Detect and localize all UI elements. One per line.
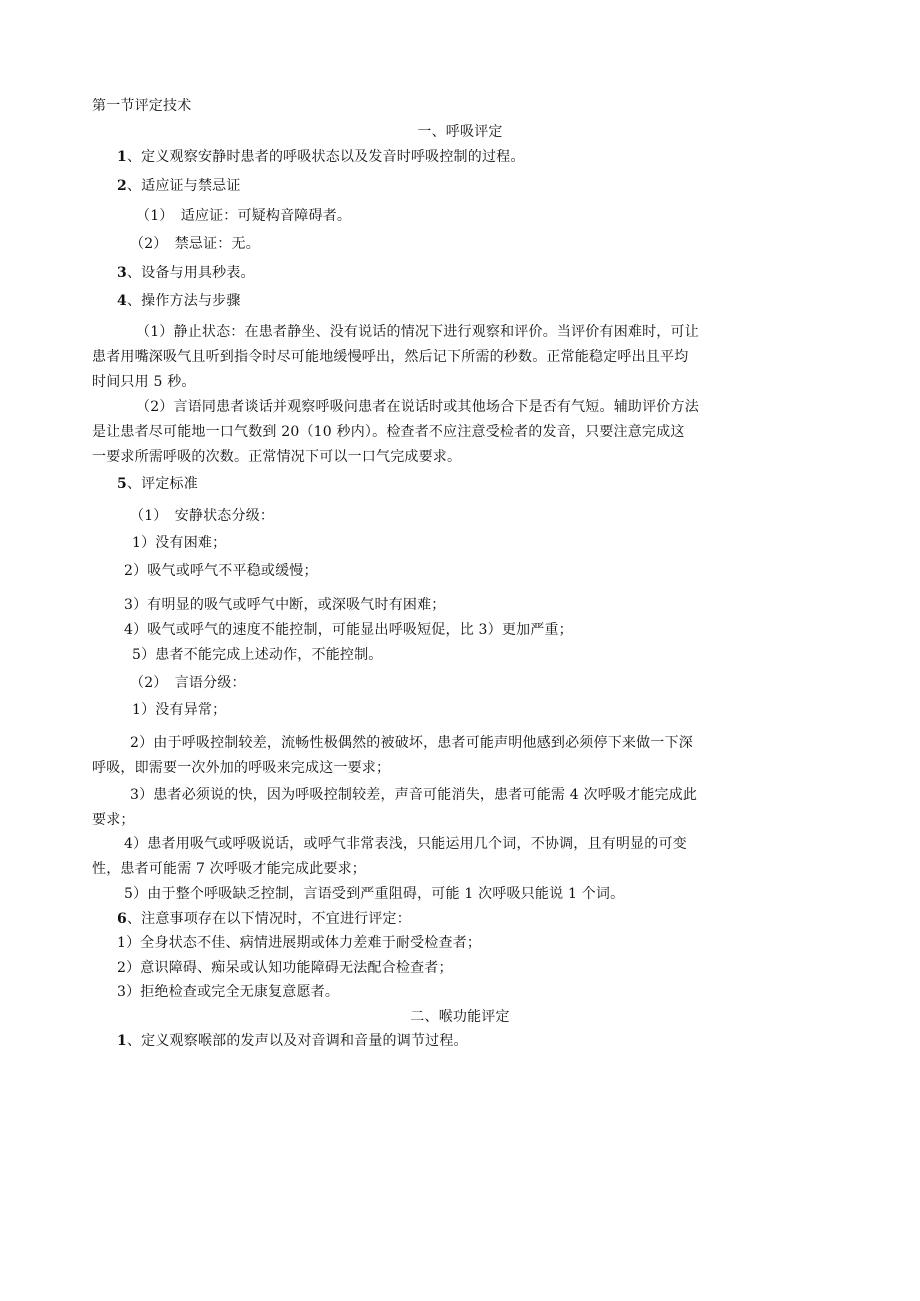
indication-line: （1） 适应证：可疑构音障碍者。 bbox=[136, 208, 352, 224]
item-number: 3 bbox=[117, 265, 127, 281]
paragraph-line: （2）言语同患者谈话并观察呼吸问患者在说话时或其他场合下是否有气短。辅助评价方法 bbox=[136, 399, 699, 415]
item-criteria bbox=[117, 474, 198, 494]
paragraph-line: 2）由于呼吸控制较差，流畅性极偶然的被破坏，患者可能声明他感到必须停下来做一下深 bbox=[130, 735, 693, 751]
item-text: 、设备与用具秒表。 bbox=[126, 265, 255, 281]
item-indications bbox=[117, 176, 241, 196]
grade-line: 1）没有异常； bbox=[132, 702, 227, 718]
precaution-line: 1）全身状态不佳、病情进展期或体力差难于耐受检查者； bbox=[117, 935, 482, 951]
subheading-rest-grading: （1） 安静状态分级： bbox=[130, 508, 275, 524]
precaution-line: 3）拒绝检查或完全无康复意愿者。 bbox=[117, 984, 340, 1000]
paragraph-line: 一要求所需呼吸的次数。正常情况下可以一口气完成要求。 bbox=[92, 449, 462, 465]
precaution-line: 2）意识障碍、痴呆或认知功能障碍无法配合检查者； bbox=[117, 960, 453, 976]
item-definition bbox=[117, 147, 525, 167]
heading-breath-assessment: 一、呼吸评定 bbox=[417, 124, 503, 140]
item-text: 、注意事项存在以下情况时，不宜进行评定： bbox=[126, 911, 411, 927]
subheading-speech-grading: （2） 言语分级： bbox=[130, 675, 246, 691]
paragraph-line: 患者用嘴深吸气且听到指令时尽可能地缓慢呼出，然后记下所需的秒数。正常能稳定呼出且平均 bbox=[92, 349, 689, 365]
paragraph-line: 3）患者必须说的快，因为呼吸控制较差，声音可能消失，患者可能需 4 次呼吸才能完成此 bbox=[130, 787, 698, 803]
section-title: 第一节评定技术 bbox=[92, 98, 192, 114]
item-equipment bbox=[117, 263, 255, 283]
item-text: 、适应证与禁忌证 bbox=[126, 178, 241, 194]
paragraph-line: 呼吸，即需要一次外加的呼吸来完成这一要求； bbox=[92, 760, 391, 776]
grade-line: 4）吸气或呼气的速度不能控制，可能显出呼吸短促，比 3）更加严重； bbox=[124, 622, 573, 638]
item-procedure bbox=[117, 291, 241, 311]
grade-line: 5）患者不能完成上述动作，不能控制。 bbox=[132, 647, 383, 663]
item-text: 、操作方法与步骤 bbox=[126, 293, 241, 309]
item-number: 1 bbox=[117, 1033, 127, 1049]
item-number: 2 bbox=[117, 178, 127, 194]
grade-line: 5）由于整个呼吸缺乏控制，言语受到严重阻碍，可能 1 次呼吸只能说 1 个词。 bbox=[124, 886, 625, 902]
paragraph-line: 4）患者用吸气或呼吸说话，或呼气非常表浅，只能运用几个词，不协调，且有明显的可变 bbox=[124, 836, 687, 852]
item-text: 、定义观察安静时患者的呼吸状态以及发音时呼吸控制的过程。 bbox=[126, 149, 525, 165]
item-larynx-definition bbox=[117, 1031, 468, 1051]
paragraph-line: （1）静止状态：在患者静坐、没有说话的情况下进行观察和评价。当评价有困难时，可让 bbox=[136, 324, 699, 340]
paragraph-line: 要求； bbox=[92, 812, 135, 828]
item-number: 1 bbox=[117, 149, 127, 165]
item-number: 4 bbox=[117, 293, 127, 309]
heading-larynx-assessment: 二、喉功能评定 bbox=[410, 1009, 510, 1025]
item-text: 、评定标准 bbox=[126, 476, 198, 492]
item-number: 5 bbox=[117, 476, 127, 492]
paragraph-line: 时间只用 5 秒。 bbox=[92, 374, 196, 390]
item-precautions bbox=[117, 909, 411, 929]
item-number: 6 bbox=[117, 911, 127, 927]
contraindication-line: （2） 禁忌证：无。 bbox=[130, 236, 260, 252]
grade-line: 2）吸气或呼气不平稳或缓慢； bbox=[124, 563, 318, 579]
grade-line: 3）有明显的吸气或呼气中断，或深吸气时有困难； bbox=[124, 597, 446, 613]
grade-line: 1）没有困难； bbox=[132, 535, 227, 551]
paragraph-line: 性，患者可能需 7 次呼吸才能完成此要求； bbox=[92, 861, 367, 877]
item-text: 、定义观察喉部的发声以及对音调和音量的调节过程。 bbox=[126, 1033, 468, 1049]
paragraph-line: 是让患者尽可能地一口气数到 20（10 秒内）。检查者不应注意受检者的发音，只要注意完成这 bbox=[92, 424, 685, 440]
